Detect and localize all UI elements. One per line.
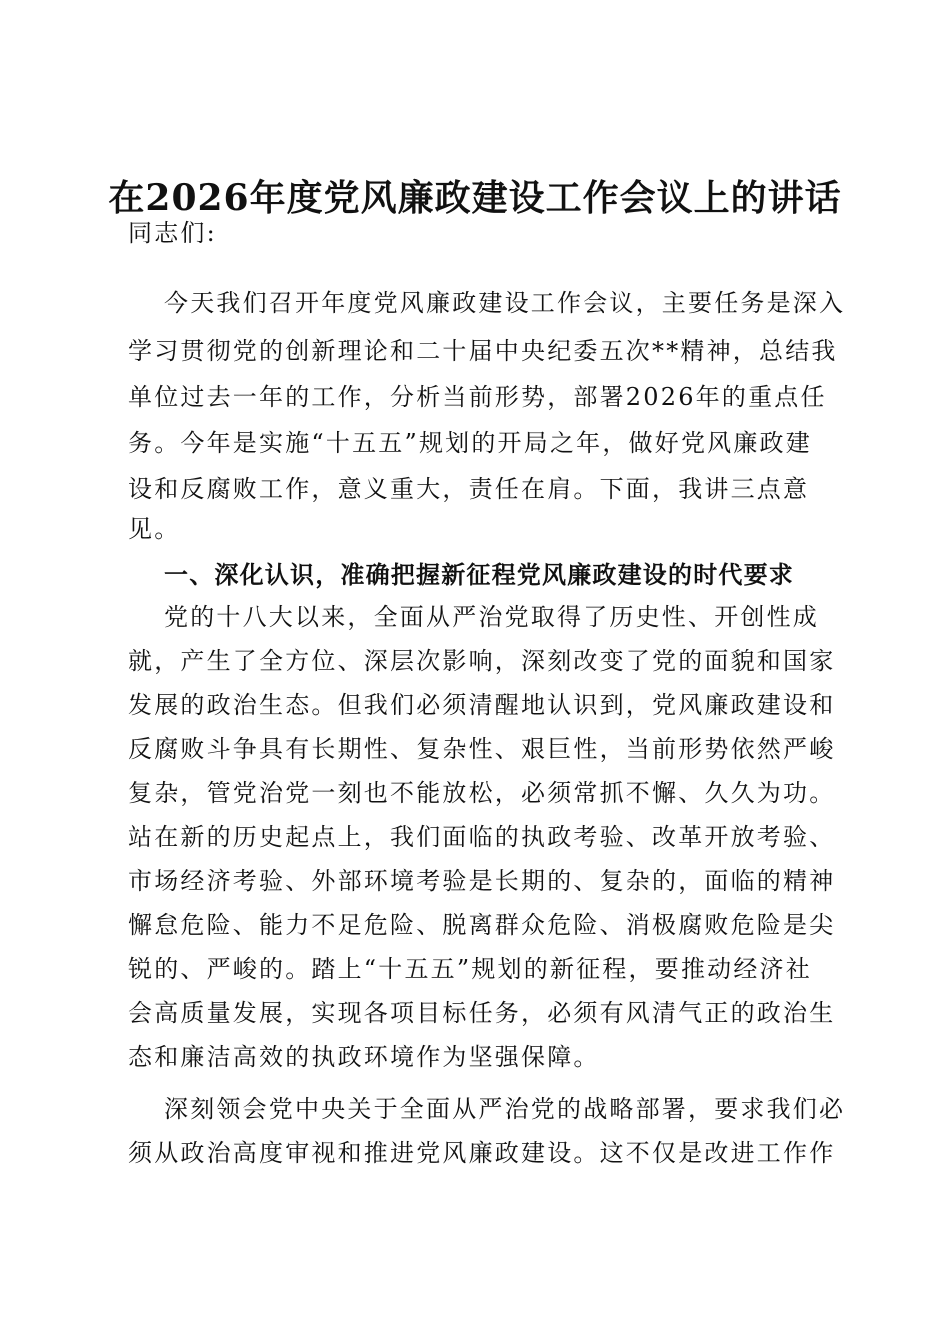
text-line: 学习贯彻党的创新理论和二十届中央纪委五次**精神，总结我 <box>128 337 838 365</box>
section-heading: 一、深化认识，准确把握新征程党风廉政建设的时代要求 <box>164 560 794 589</box>
text-line: 务。今年是实施“十五五”规划的开局之年，做好党风廉政建 <box>128 429 812 457</box>
text-line: 反腐败斗争具有长期性、复杂性、艰巨性，当前形势依然严峻 <box>128 735 836 763</box>
text-line: 会高质量发展，实现各项目标任务，必须有风清气正的政治生 <box>128 999 836 1027</box>
document-title: 在2026年度党风廉政建设工作会议上的讲话 <box>108 177 842 219</box>
text-line: 单位过去一年的工作，分析当前形势，部署2026年的重点任 <box>128 383 827 411</box>
text-line: 就，产生了全方位、深层次影响，深刻改变了党的面貌和国家 <box>128 647 836 675</box>
text-line: 懈怠危险、能力不足危险、脱离群众危险、消极腐败危险是尖 <box>128 911 836 939</box>
text-line: 深刻领会党中央关于全面从严治党的战略部署，要求我们必 <box>164 1095 846 1123</box>
text-line: 党的十八大以来，全面从严治党取得了历史性、开创性成 <box>164 603 819 631</box>
text-line: 须从政治高度审视和推进党风廉政建设。这不仅是改进工作作 <box>128 1139 836 1167</box>
text-line: 站在新的历史起点上，我们面临的执政考验、改革开放考验、 <box>128 823 836 851</box>
text-line: 市场经济考验、外部环境考验是长期的、复杂的，面临的精神 <box>128 867 836 895</box>
text-line: 锐的、严峻的。踏上“十五五”规划的新征程，要推动经济社 <box>128 955 812 983</box>
text-line: 见。 <box>128 515 181 543</box>
text-line: 发展的政治生态。但我们必须清醒地认识到，党风廉政建设和 <box>128 691 836 719</box>
text-line: 今天我们召开年度党风廉政建设工作会议，主要任务是深入 <box>164 289 846 317</box>
text-line: 设和反腐败工作，意义重大，责任在肩。下面，我讲三点意 <box>128 475 810 503</box>
text-line: 复杂，管党治党一刻也不能放松，必须常抓不懈、久久为功。 <box>128 779 836 807</box>
text-line: 态和廉洁高效的执政环境作为坚强保障。 <box>128 1043 600 1071</box>
salutation: 同志们: <box>128 219 217 247</box>
